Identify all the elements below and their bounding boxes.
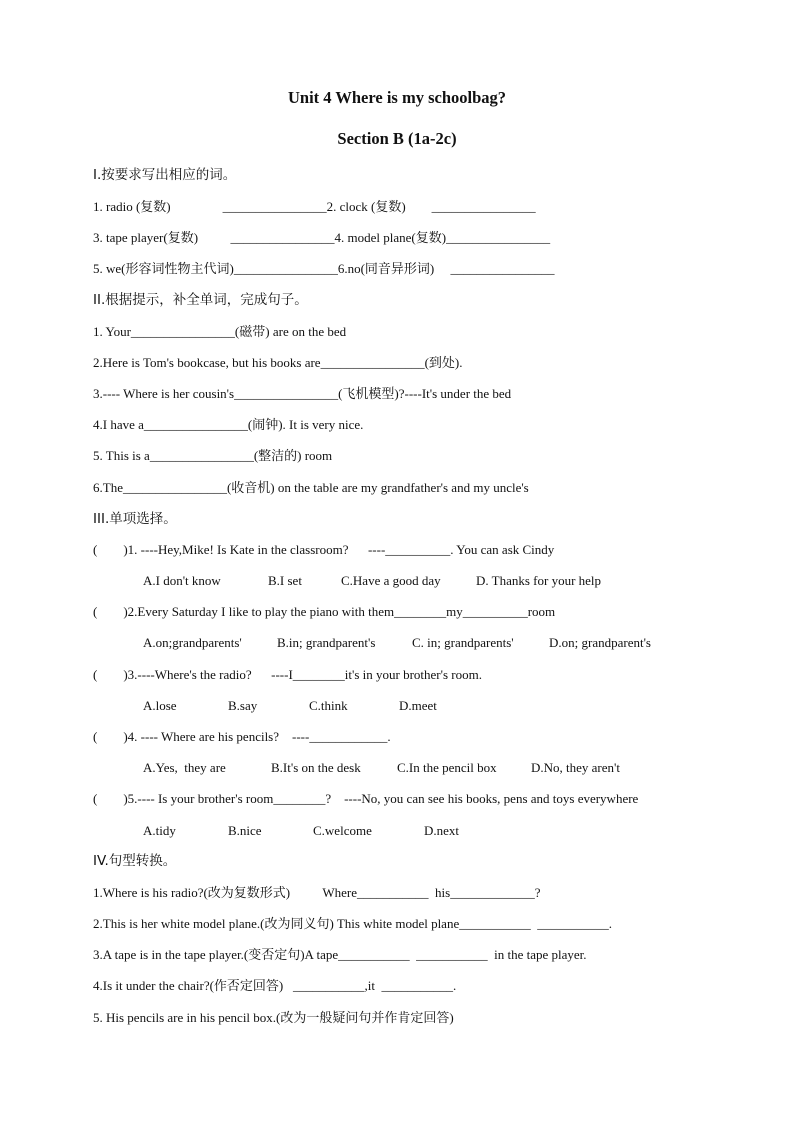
q1-option-d: D. Thanks for your help [476,573,602,588]
s2-line-4: 4.I have a________________(闹钟). It is very nice. [93,417,364,432]
q2-option-a: A.on;grandparents' [143,635,242,650]
q5-stem: ( )5.---- Is your brother's room________? ----No, you can see his books, pens and toys everywhere [93,791,639,806]
q2-option-c: C. in; grandparents' [412,635,514,650]
q4-option-c: C.In the pencil box [397,760,497,775]
s2-line-6: 6.The________________(收音机) on the table are my grandfather's and my uncle's [93,480,529,495]
q3-option-a: A.lose [143,698,177,713]
q4-option-a: A.Yes, they are [143,760,226,775]
s4-line-2: 2.This is her white model plane.(改为同义句) This white model plane___________ ___________. [93,916,612,931]
q1-option-a: A.I don't know [143,573,221,588]
s4-line-3: 3.A tape is in the tape player.(变否定句)A tape___________ ___________ in the tape player. [93,947,587,962]
q3-option-c: C.think [309,698,348,713]
s4-line-1: 1.Where is his radio?(改为复数形式) Where___________ his_____________? [93,885,541,900]
section-2-heading: II.根据提示，补全单词，完成句子。 [93,292,308,308]
q5-option-c: C.welcome [313,823,372,838]
q1-option-b: B.I set [268,573,302,588]
s1-line-2: 3. tape player(复数) ________________4. model plane(复数)________________ [93,230,551,245]
q2-stem: ( )2.Every Saturday I like to play the piano with them________my__________room [93,604,556,619]
s2-line-5: 5. This is a________________(整洁的) room [93,448,333,463]
s2-line-2: 2.Here is Tom's bookcase, but his books are________________(到处). [93,355,463,370]
section-3-heading: III.单项选择。 [93,511,177,527]
q5-option-a: A.tidy [143,823,176,838]
s1-line-1: 1. radio (复数) ________________2. clock (复数) ________________ [93,199,536,214]
q4-option-b: B.It's on the desk [271,760,361,775]
s2-line-1: 1. Your________________(磁带) are on the bed [93,324,347,339]
q4-stem: ( )4. ---- Where are his pencils? ----____________. [93,729,391,744]
q5-option-b: B.nice [228,823,262,838]
s4-line-5: 5. His pencils are in his pencil box.(改为一般疑问句并作肯定回答) [93,1010,454,1025]
section-1-heading: I.按要求写出相应的词。 [93,167,237,183]
section-4-heading: IV.句型转换。 [93,853,177,869]
q3-option-b: B.say [228,698,258,713]
q3-option-d: D.meet [399,698,437,713]
q2-option-b: B.in; grandparent's [277,635,376,650]
s2-line-3: 3.---- Where is her cousin's________________(飞机模型)?----It's under the bed [93,386,512,401]
section-subtitle: Section B (1a-2c) [337,129,457,148]
q5-option-d: D.next [424,823,460,838]
q4-option-d: D.No, they aren't [531,760,620,775]
s1-line-3: 5. we(形容词性物主代词)________________6.no(同音异形词) ________________ [93,261,555,276]
q3-stem: ( )3.----Where's the radio? ----I________it's in your brother's room. [93,667,482,682]
s4-line-4: 4.Is it under the chair?(作否定回答) ___________,it ___________. [93,978,457,993]
q2-option-d: D.on; grandparent's [549,635,651,650]
q1-option-c: C.Have a good day [341,573,441,588]
q1-stem: ( )1. ----Hey,Mike! Is Kate in the classroom? ----__________. You can ask Cindy [93,542,555,557]
page-title: Unit 4 Where is my schoolbag? [287,88,507,107]
